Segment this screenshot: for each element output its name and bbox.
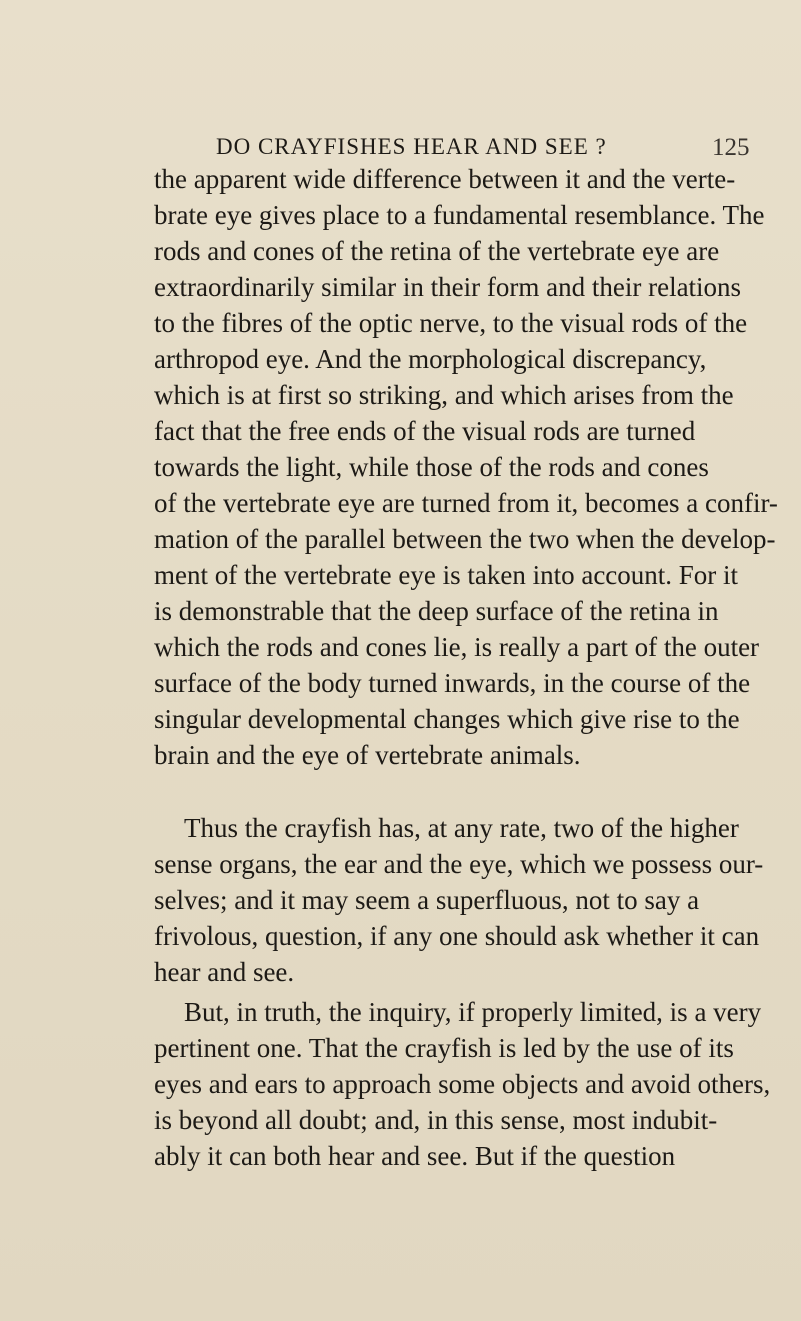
- text-line: Thus the crayfish has, at any rate, two of the higher: [184, 813, 739, 843]
- running-head: [0, 128, 801, 168]
- text-line: towards the light, while those of the rods and cones: [154, 452, 709, 482]
- text-line: singular developmental changes which give rise to the: [154, 704, 740, 734]
- text-line: eyes and ears to approach some objects and avoid others,: [154, 1069, 771, 1099]
- text-line: hear and see.: [154, 957, 295, 987]
- text-line: But, in truth, the inquiry, if properly limited, is a very: [184, 997, 762, 1027]
- text-line: fact that the free ends of the visual rods are turned: [154, 416, 696, 446]
- page-number: 125: [712, 134, 750, 161]
- text-line: arthropod eye. And the morphological discrepancy,: [154, 344, 707, 374]
- text-line: brain and the eye of vertebrate animals.: [154, 740, 581, 770]
- text-line: selves; and it may seem a superfluous, not to say a: [154, 885, 700, 915]
- text-line: pertinent one. That the crayfish is led by the use of its: [154, 1033, 734, 1063]
- text-line: surface of the body turned inwards, in the course of the: [154, 668, 751, 698]
- text-line: sense organs, the ear and the eye, which we possess our-: [154, 849, 764, 879]
- text-line: mation of the parallel between the two when the develop-: [154, 524, 776, 554]
- text-line: of the vertebrate eye are turned from it, becomes a confir-: [154, 488, 778, 518]
- text-line: the apparent wide difference between it and the verte-: [154, 164, 736, 194]
- text-line: ably it can both hear and see. But if the question: [154, 1141, 676, 1171]
- text-line: which is at first so striking, and which arises from the: [154, 380, 734, 410]
- chapter-title: DO CRAYFISHES HEAR AND SEE ?: [216, 134, 607, 159]
- text-line: which the rods and cones lie, is really a part of the outer: [154, 632, 760, 662]
- text-line: to the fibres of the optic nerve, to the visual rods of the: [154, 308, 748, 338]
- text-line: ment of the vertebrate eye is taken into account. For it: [154, 560, 739, 590]
- text-line: rods and cones of the retina of the vertebrate eye are: [154, 236, 720, 266]
- text-line: is beyond all doubt; and, in this sense, most indubit-: [154, 1105, 718, 1135]
- text-line: frivolous, question, if any one should ask whether it can: [154, 921, 760, 951]
- text-line: is demonstrable that the deep surface of the retina in: [154, 596, 719, 626]
- text-line: extraordinarily similar in their form and their relations: [154, 272, 742, 302]
- text-line: brate eye gives place to a fundamental resemblance. The: [154, 200, 765, 230]
